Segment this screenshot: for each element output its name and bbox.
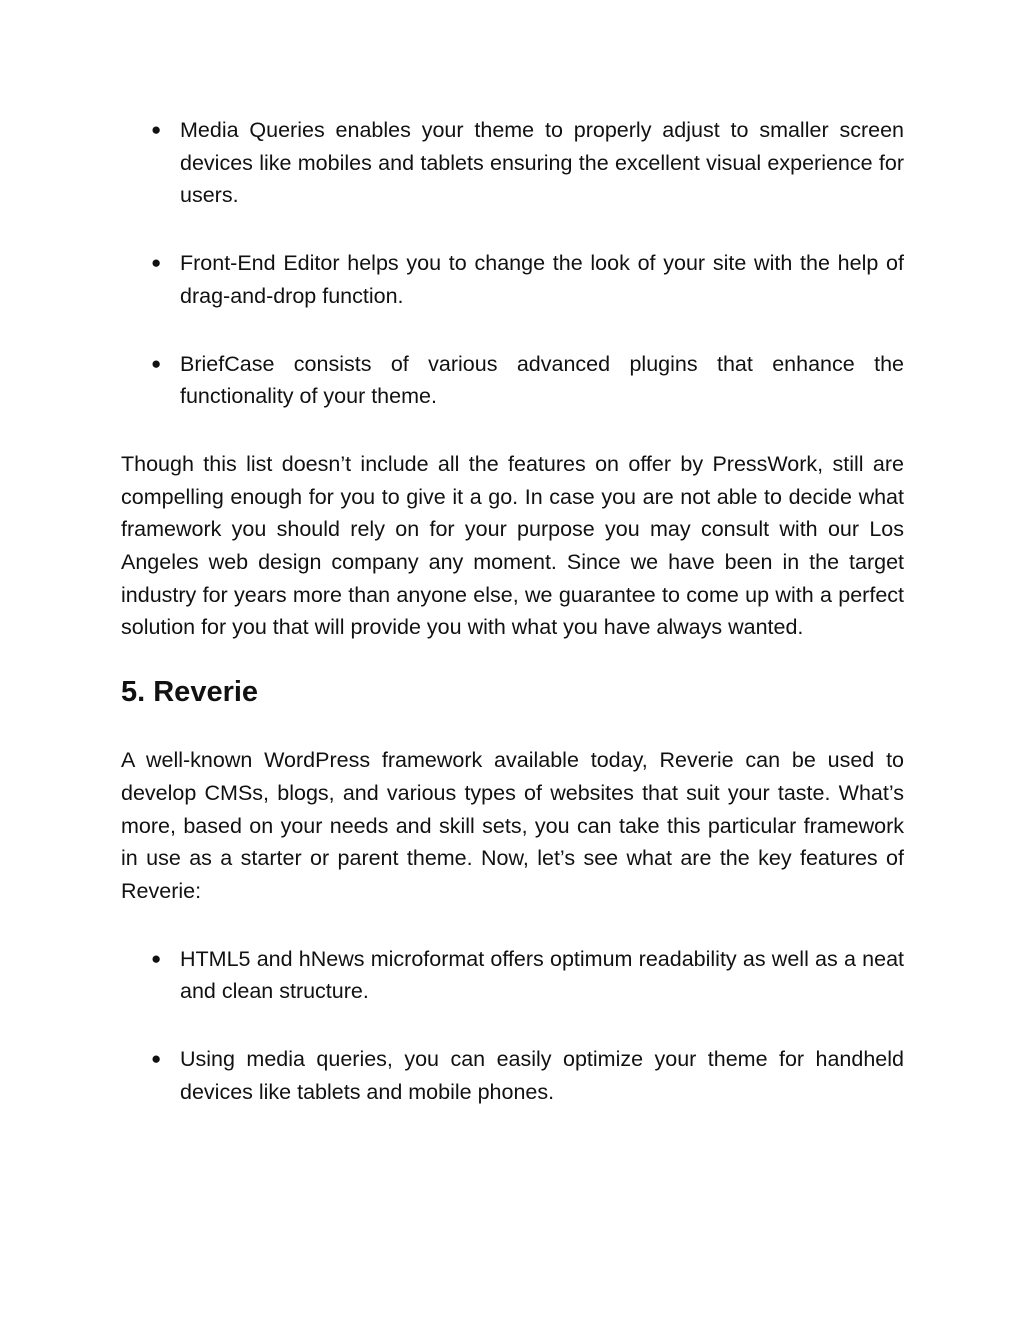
section-heading: 5. Reverie xyxy=(121,676,259,709)
body-paragraph: A well-known WordPress framework available today, Reverie can be used to develop CMSs, blogs, and various types of websites that suit your taste. What’s more, based on your needs and skill sets, you can take this particular framework in use as a starter or parent theme. Now, let’s see what are the key features of Reverie: xyxy=(121,748,904,903)
body-paragraph: Though this list doesn’t include all the features on offer by PressWork, still are compelling enough for you to give it a go. In case you are not able to decide what framework you should rely on for your purpose you may consult with our Los Angeles web design company any moment. Since we have been in the target industry for years more than anyone else, we guarantee to come up with a perfect solution for you that will provide you with what you have always wanted. xyxy=(121,451,904,640)
feature-list-reverie xyxy=(121,943,904,1109)
list-item: ● Front-End Editor helps you to change the look of your site with the help of drag-and-drop function. xyxy=(121,247,904,312)
list-item: ● BriefCase consists of various advanced plugins that enhance the functionality of your theme. xyxy=(121,348,904,413)
document-page xyxy=(121,114,904,1143)
feature-list-presswork xyxy=(121,114,904,413)
list-item: ● Media Queries enables your theme to properly adjust to smaller screen devices like mobiles and tablets ensuring the excellent visual experience for users. xyxy=(121,114,904,212)
list-item: ● Using media queries, you can easily optimize your theme for handheld devices like tablets and mobile phones. xyxy=(121,1043,904,1108)
list-item: ● HTML5 and hNews microformat offers optimum readability as well as a neat and clean structure. xyxy=(121,943,904,1008)
